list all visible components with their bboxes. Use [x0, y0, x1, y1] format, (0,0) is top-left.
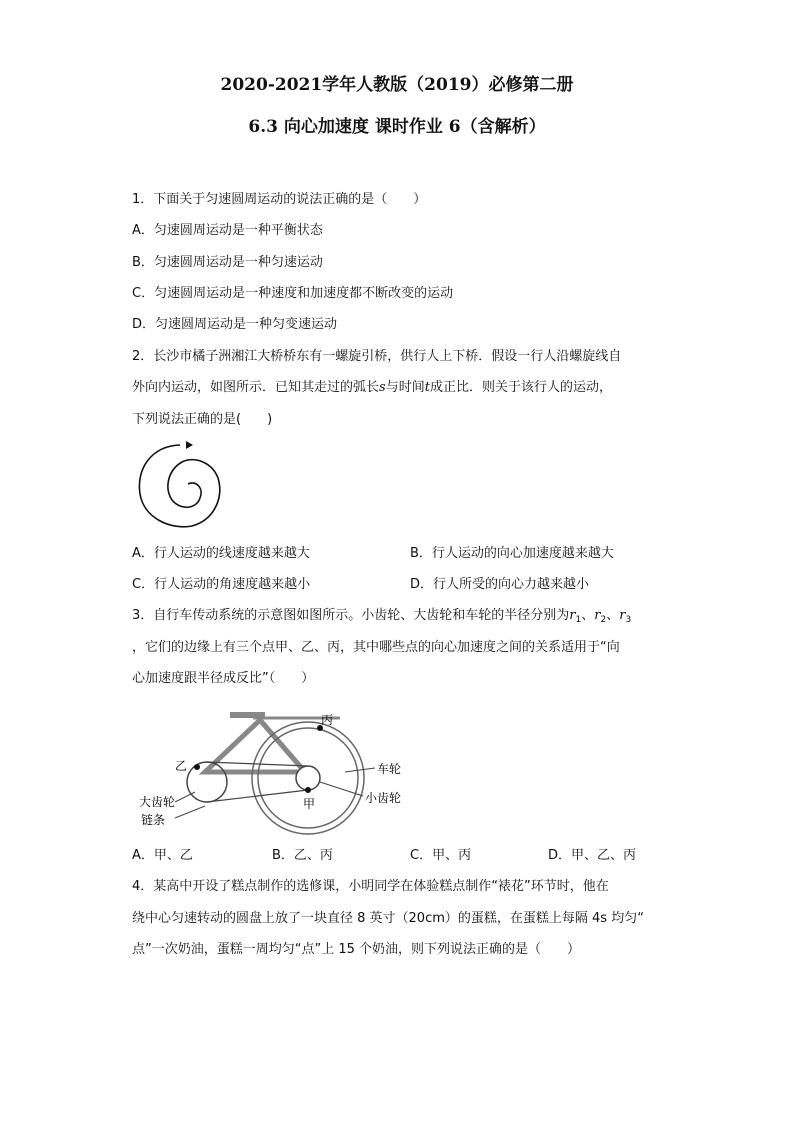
q3-stem-line3: 心加速度跟半径成反比”（ ） [132, 671, 315, 686]
label-bing: 丙 [321, 713, 334, 727]
q2-option-d: D．行人所受的向心力越来越小 [410, 577, 590, 592]
q3-option-c: C．甲、丙 [410, 848, 472, 863]
sep-2: 、 [606, 608, 620, 623]
label-yi: 乙 [175, 759, 188, 773]
q3-stem-line2: ，它们的边缘上有三个点甲、乙、丙，其中哪些点的向心加速度之间的关系适用于“向 [132, 640, 620, 655]
arrow-icon [186, 441, 193, 449]
bicycle-figure [135, 706, 425, 836]
var-s: s [379, 380, 386, 395]
sub-2: 2 [600, 615, 607, 625]
small-gear [296, 766, 320, 790]
q4-stem-line1: 4．某高中开设了糕点制作的选修课，小明同学在体验糕点制作“裱花”环节时，他在 [132, 879, 609, 894]
q3-option-d: D．甲、乙、丙 [548, 848, 637, 863]
q4-stem-line3: 点”一次奶油，蛋糕一周均匀“点”上 15 个奶油，则下列说法正确的是（ ） [132, 942, 581, 957]
var-r2: r [594, 608, 601, 623]
q1-option-b: B．匀速圆周运动是一种匀速运动 [132, 255, 323, 270]
q1-option-c: C．匀速圆周运动是一种速度和加速度都不断改变的运动 [132, 286, 454, 301]
sub-1: 1 [575, 615, 582, 625]
spiral-path [139, 445, 219, 527]
q3-text-a: 3．自行车传动系统的示意图如图所示。小齿轮、大齿轮和车轮的半径分别为 [132, 608, 570, 623]
point-yi [194, 764, 200, 770]
sep-1: 、 [581, 608, 595, 623]
q2-stem-line1: 2．长沙市橘子洲湘江大桥桥东有一螺旋引桥，供行人上下桥．假设一行人沿螺旋线自 [132, 349, 622, 364]
chain-top [207, 762, 308, 766]
q3-option-b: B．乙、丙 [272, 848, 333, 863]
leader-chain [175, 806, 205, 818]
spiral-figure [130, 440, 230, 535]
q2-stem-line3: 下列说法正确的是( ) [132, 412, 273, 427]
document-subtitle: 6.3 向心加速度 课时作业 6（含解析） [248, 117, 546, 137]
q1-option-d: D．匀速圆周运动是一种匀变速运动 [132, 317, 338, 332]
q1-stem: 1．下面关于匀速圆周运动的说法正确的是（ ） [132, 192, 427, 207]
q4-stem-line2: 绕中心匀速转动的圆盘上放了一块直径 8 英寸（20cm）的蛋糕，在蛋糕上每隔 4s 均匀“ [132, 911, 644, 926]
leader-big-gear [175, 792, 195, 802]
q2-option-b: B．行人运动的向心加速度越来越大 [410, 546, 614, 561]
q2-text-b: 与时间 [385, 380, 425, 395]
q3-option-a: A．甲、乙 [132, 848, 193, 863]
var-r3: r [619, 608, 626, 623]
var-t: t [424, 380, 430, 395]
q2-option-c: C．行人运动的角速度越来越小 [132, 577, 311, 592]
q2-text-a: 外向内运动，如图所示．已知其走过的弧长 [132, 380, 380, 395]
leader-wheel [345, 768, 375, 772]
q1-option-a: A．匀速圆周运动是一种平衡状态 [132, 223, 323, 238]
q2-text-c: 成正比．则关于该行人的运动， [429, 380, 612, 395]
label-big-gear: 大齿轮 [139, 795, 176, 809]
label-jia: 甲 [303, 797, 316, 811]
point-jia [305, 787, 311, 793]
q3-stem-line1 [132, 607, 631, 629]
label-small-gear: 小齿轮 [365, 791, 402, 805]
label-wheel: 车轮 [377, 762, 402, 776]
var-r1: r [569, 608, 576, 623]
q2-option-a: A．行人运动的线速度越来越大 [132, 546, 310, 561]
label-chain: 链条 [141, 813, 166, 827]
sub-3: 3 [625, 615, 632, 625]
document-title: 2020-2021学年人教版（2019）必修第二册 [220, 75, 574, 95]
q2-stem-line2 [132, 379, 612, 397]
